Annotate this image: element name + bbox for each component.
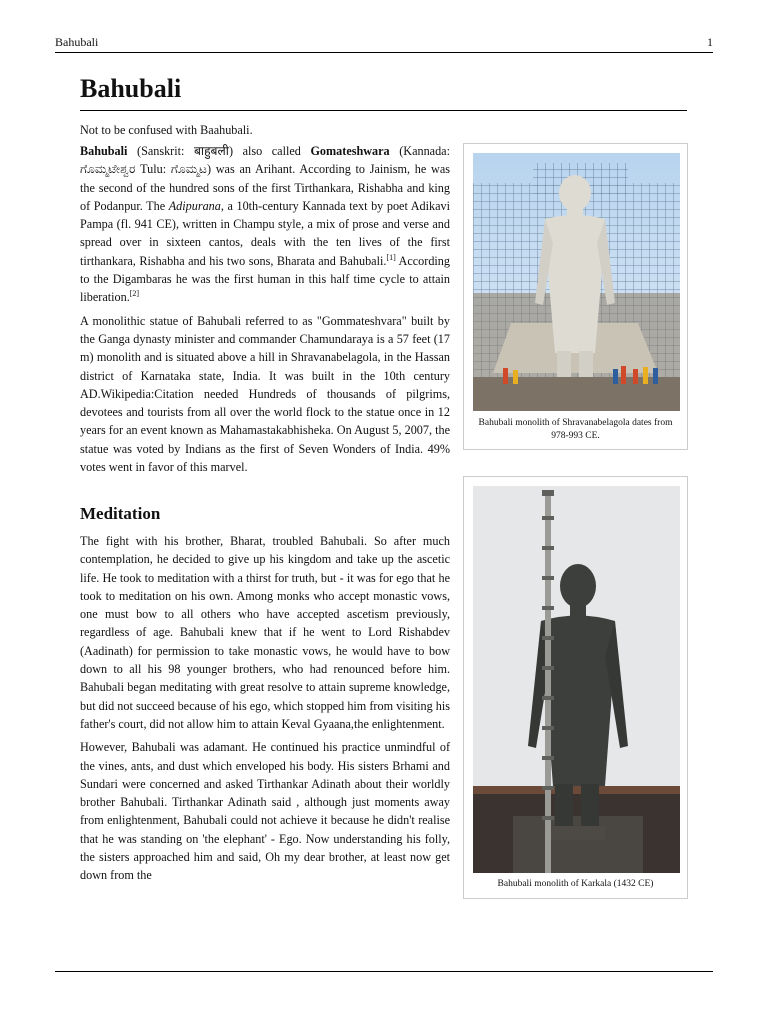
intro-text: (Sanskrit: xyxy=(127,144,194,158)
meditation-paragraph-2: However, Bahubali was adamant. He continued his practice unmindful of the vines, ants, and dust which enveloped his body. His sisters Brhami and Sundari were concerned and asked Tirthankar Adinath about their worldly brother Bahubali. Tirthankar Adinath said , although just moments away from enlightenment, Bahubali could not achieve it because he didn't realise that he was standing on 'the elephant' - Ego. Now understanding his folly, the sisters approached him and said, Oh my dear brother, at least now get down from the xyxy=(80,740,450,883)
statue-photo[interactable] xyxy=(473,486,680,873)
adipurana-title: Adipurana xyxy=(168,198,221,213)
figure-karkala xyxy=(463,476,688,899)
intro-text: , a 10th-century Kannada text by poet Adikavi Pampa (fl. 941 CE), written in Champu style, a mix of prose and verse and spread over in sixteen cantos, deals with the ten lives of the first tirthankara, Rishabha and his two sons, Bharata and Bahubali. xyxy=(80,198,451,268)
kannada-name: ಗೊಮ್ಮಟೇಶ್ವರ xyxy=(80,162,136,177)
statue-photo[interactable] xyxy=(473,153,680,411)
footer-rule xyxy=(55,971,713,972)
section-heading-meditation: Meditation xyxy=(80,504,161,523)
monolith-paragraph: A monolithic statue of Bahubali referred to as "Gommateshvara" built by the Ganga dynasty minister and commander Chamundaraya is a 57 feet (17 m) monolith and is situated above a hill in Shravanabelagola, in the Hassan district of Karnataka state, India. It was built in the 10th century AD.Wikipedia:Citation needed Hundreds of thousands of pilgrims, devotees and tourists from all over the world flock to the statue once in 12 years for an event known as Mahamastakabhisheka. On August 5, 2007, the statue was voted by Indians as the first of Seven Wonders of India. 49% votes went in favor of this marvel. xyxy=(80,313,450,475)
intro-text: ) was an Arihant. According to Jainism, he was the second of the hundred sons of the first Tirthankara, Rishabha and king of Podanpur. The xyxy=(80,162,450,213)
figure-shravanabelagola xyxy=(463,143,688,450)
page-number: 1 xyxy=(707,35,713,49)
tulu-name: ಗೊಮ್ಮಟ xyxy=(170,162,207,177)
alt-name: Gomateshwara xyxy=(310,144,390,158)
intro-text: According to the Digambaras he was the first human in this half time cycle to attain liberation. xyxy=(80,253,450,305)
intro-text: Tulu: xyxy=(135,162,171,177)
figure-caption: Bahubali monolith of Shravanabelagola dates from 978-993 CE. xyxy=(478,418,673,441)
meditation-section-body xyxy=(80,532,450,890)
subject-name: Bahubali xyxy=(80,144,128,158)
article-body-lead xyxy=(80,142,450,481)
citation-2[interactable]: [2] xyxy=(129,289,140,299)
citation-1[interactable]: [1] xyxy=(386,252,396,262)
statue-under-scaffolding-image xyxy=(473,153,680,411)
figure-caption: Bahubali monolith of Karkala (1432 CE) xyxy=(497,879,654,889)
sanskrit-name: बाहुबली xyxy=(193,144,229,158)
intro-paragraph xyxy=(80,142,450,307)
hatnote: Not to be confused with Baahubali. xyxy=(80,123,253,137)
intro-text: ) also called xyxy=(228,144,311,158)
intro-text: (Kannada: xyxy=(389,144,450,158)
running-header xyxy=(55,34,713,53)
header-title: Bahubali xyxy=(55,35,99,49)
meditation-paragraph-1: The fight with his brother, Bharat, troubled Bahubali. So after much contemplation, he decided to give up his kingdom and take up the ascetic life. He took to meditation with a thirst for truth, but - it was for ego that he took to meditation on his own. Among monks who accept monastic vows, one must bow to all others who have accepted ascetism previously, regardless of age. Bahubali knew that if he went to Lord Rishabdev (Aadinath) for permission to take monastic vows, he would have to bow down to all his 98 younger brothers, who had renounced before him. Bahubali began meditating with great resolve to attain supreme knowledge, but did not succeed because of his ego, which stopped him from visiting his father's court, did not allow him to attain Keval Gyaana,the enlightenment. xyxy=(80,534,450,731)
article-title: Bahubali xyxy=(80,72,687,111)
dark-stone-statue-image xyxy=(473,486,680,873)
